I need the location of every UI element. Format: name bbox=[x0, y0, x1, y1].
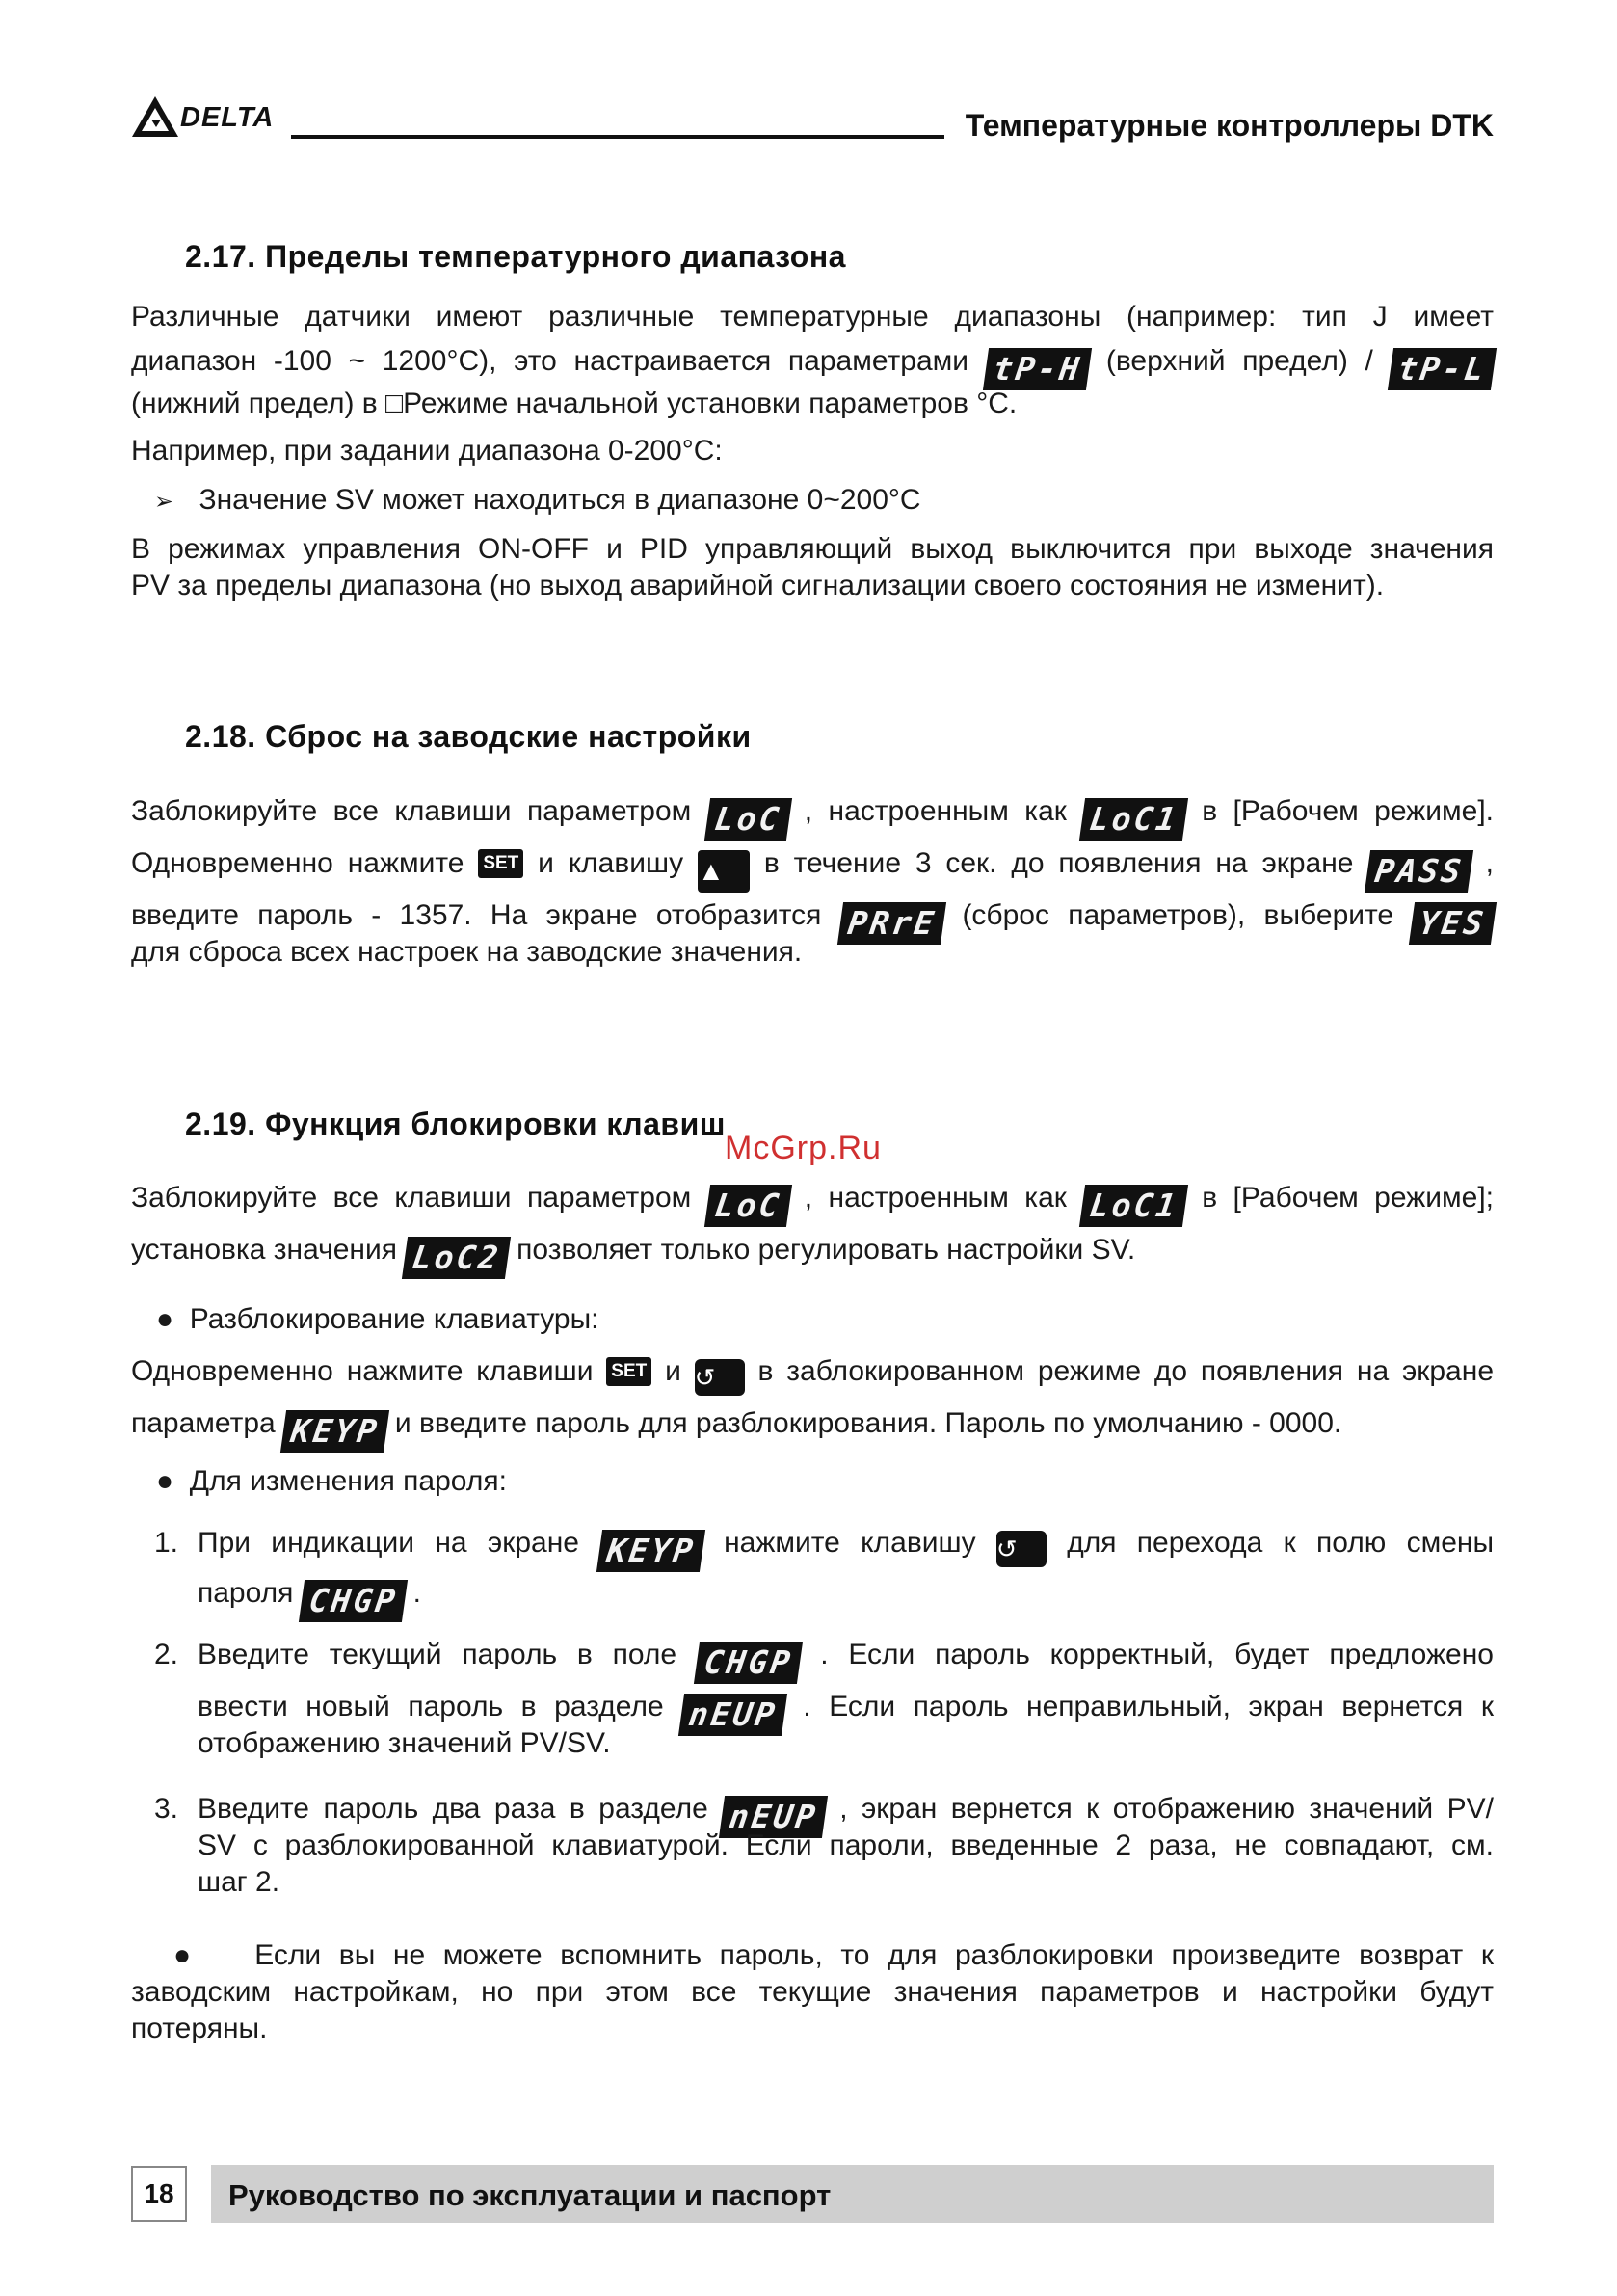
s218-line4: для сброса всех настроек на заводские значения. bbox=[131, 936, 803, 968]
list-item-2-line1 bbox=[198, 1637, 1494, 1684]
lcd-yes: YES bbox=[1409, 902, 1497, 945]
section-2-18-heading: 2.18. Сброс на заводские настройки bbox=[185, 719, 752, 754]
lcd-keyp: KEYP bbox=[596, 1530, 706, 1572]
list-item-3-line2: SV с разблокированной клавиатурой. Если пароли, введенные 2 раза, не совпадают, см. bbox=[198, 1829, 1494, 1861]
lcd-tp-l: tP-L bbox=[1387, 348, 1497, 390]
s217-para1-line1: Различные датчики имеют различные температурные диапазоны (например: тип J имеет bbox=[131, 301, 1494, 333]
s219-text: и bbox=[665, 1355, 695, 1387]
list-item-3-line3: шаг 2. bbox=[198, 1866, 280, 1898]
s218-text: , настроенным как bbox=[804, 795, 1083, 827]
s218-text: , bbox=[1485, 847, 1495, 879]
up-key-icon: ▲ bbox=[698, 850, 750, 893]
s218-text: (сброс параметров), выберите bbox=[962, 899, 1413, 931]
delta-triangle-icon bbox=[130, 94, 180, 139]
s219-text: . Если пароль корректный, будет предложено bbox=[820, 1639, 1494, 1670]
watermark: McGrp.Ru bbox=[725, 1130, 882, 1166]
s219-text: пароля bbox=[198, 1577, 302, 1609]
s217-bullet-text: Значение SV может находиться в диапазоне 0~200°С bbox=[199, 484, 921, 516]
s217-text: (верхний предел) / bbox=[1105, 345, 1391, 377]
bullet-dot-icon: ● bbox=[156, 1303, 174, 1335]
s218-text: в течение 3 сек. до появления на экране bbox=[763, 847, 1368, 879]
s219-text: позволяет только регулировать настройки SV. bbox=[517, 1234, 1136, 1266]
lcd-prte: PRrE bbox=[837, 902, 947, 945]
s217-bullet bbox=[154, 482, 1517, 521]
bullet-dot-icon: ● bbox=[156, 1465, 174, 1497]
section-2-17-heading: 2.17. Пределы температурного диапазона bbox=[185, 239, 846, 274]
list-item-1-line2 bbox=[198, 1575, 1494, 1622]
s219-text: . Если пароль неправильный, экран вернется к bbox=[803, 1691, 1494, 1722]
lcd-loc: LoC bbox=[704, 798, 792, 841]
return-key-icon: ↺ bbox=[695, 1359, 745, 1396]
s219-text: установка значения bbox=[131, 1234, 406, 1266]
s219-line4 bbox=[131, 1405, 1494, 1453]
header-title: Температурные контроллеры DTK bbox=[965, 108, 1494, 143]
list-num-3: 3. bbox=[154, 1793, 179, 1825]
lcd-loc: LoC bbox=[704, 1185, 792, 1227]
lcd-chgp: CHGP bbox=[694, 1642, 804, 1684]
page-number: 18 bbox=[131, 2166, 187, 2222]
s218-line2 bbox=[131, 845, 1494, 893]
s219-bullet2-text: Для изменения пароля: bbox=[189, 1465, 507, 1497]
s218-text: введите пароль - 1357. На экране отобразится bbox=[131, 899, 840, 931]
s219-text: . bbox=[412, 1577, 421, 1609]
lcd-loc2: LoC2 bbox=[402, 1237, 512, 1279]
s218-text: в [Рабочем режиме]. bbox=[1202, 795, 1494, 827]
s219-line1 bbox=[131, 1180, 1494, 1227]
s219-text: в [Рабочем режиме]; bbox=[1202, 1182, 1494, 1214]
s219-bullet1-text: Разблокирование клавиатуры: bbox=[189, 1303, 599, 1335]
lcd-loc1: LoC1 bbox=[1079, 1185, 1189, 1227]
s219-text: параметра bbox=[131, 1407, 284, 1439]
s217-para3-line2: PV за пределы диапазона (но выход аварийной сигнализации своего состояния не изменит). bbox=[131, 570, 1385, 601]
s219-last-bullet-line2: заводским настройкам, но при этом все текущие значения параметров и настройки будут bbox=[131, 1976, 1494, 2008]
lcd-keyp: KEYP bbox=[280, 1410, 390, 1453]
s219-text: для перехода к полю смены bbox=[1067, 1527, 1495, 1559]
list-item-1-line1 bbox=[198, 1525, 1494, 1572]
section-2-19-heading: 2.19. Функция блокировки клавиш bbox=[185, 1107, 726, 1141]
s219-last-bullet-line3: потеряны. bbox=[131, 2013, 268, 2044]
s219-text: При индикации на экране bbox=[198, 1527, 600, 1559]
lcd-neup: nEUP bbox=[678, 1694, 788, 1736]
s219-text: Если вы не можете вспомнить пароль, то для разблокировки произведите возврат к bbox=[254, 1939, 1494, 1971]
list-num-1: 1. bbox=[154, 1527, 179, 1559]
s219-text: , настроенным как bbox=[804, 1182, 1083, 1214]
bullet-dot-icon: ● bbox=[173, 1939, 201, 1971]
header-rule bbox=[291, 135, 944, 139]
return-key-icon: ↺ bbox=[996, 1531, 1047, 1567]
lcd-neup: nEUP bbox=[719, 1796, 829, 1838]
s219-bullet2 bbox=[156, 1463, 1519, 1500]
s217-para1-line2 bbox=[131, 343, 1494, 390]
arrow-bullet-icon: ➢ bbox=[154, 489, 174, 515]
s217-text: диапазон -100 ~ 1200°C), это настраивается параметрами bbox=[131, 345, 986, 377]
s218-text: Одновременно нажмите bbox=[131, 847, 479, 879]
s219-text: ввести новый пароль в разделе bbox=[198, 1691, 682, 1722]
delta-logo-text: DELTA bbox=[180, 102, 275, 133]
set-key-icon: SET bbox=[606, 1357, 651, 1386]
lcd-chgp: CHGP bbox=[299, 1580, 409, 1622]
set-key-icon: SET bbox=[478, 849, 523, 878]
lcd-loc1: LoC1 bbox=[1079, 798, 1189, 841]
delta-logo bbox=[130, 93, 275, 141]
s217-para2: Например, при задании диапазона 0-200°С: bbox=[131, 435, 723, 467]
s219-last-bullet-line1 bbox=[131, 1937, 1494, 1974]
list-num-2: 2. bbox=[154, 1639, 179, 1670]
s219-text: нажмите клавишу bbox=[724, 1527, 996, 1559]
s219-bullet1 bbox=[156, 1301, 1519, 1338]
s217-para3-line1: В режимах управления ON-OFF и PID управляющий выход выключится при выходе значения bbox=[131, 533, 1494, 565]
s219-text: Введите текущий пароль в поле bbox=[198, 1639, 697, 1670]
footer-title: Руководство по эксплуатации и паспорт bbox=[228, 2178, 832, 2212]
list-item-2-line3: отображению значений PV/SV. bbox=[198, 1727, 611, 1759]
s218-line1 bbox=[131, 793, 1494, 841]
s218-text: и клавишу bbox=[538, 847, 698, 879]
s219-text: Заблокируйте все клавиши параметром bbox=[131, 1182, 707, 1214]
s219-text: Введите пароль два раза в разделе bbox=[198, 1793, 723, 1825]
s219-text: , экран вернется к отображению значений PV/ bbox=[839, 1793, 1494, 1825]
s218-text: Заблокируйте все клавиши параметром bbox=[131, 795, 707, 827]
s219-text: и введите пароль для разблокирования. Пароль по умолчанию - 0000. bbox=[394, 1407, 1342, 1439]
s219-text: Одновременно нажмите клавиши bbox=[131, 1355, 607, 1387]
lcd-pass: PASS bbox=[1365, 850, 1474, 893]
lcd-tp-h: tP-H bbox=[983, 348, 1093, 390]
s217-para1-line3: (нижний предел) в □Режиме начальной установки параметров °С. bbox=[131, 387, 1018, 419]
s219-line3 bbox=[131, 1353, 1494, 1396]
s219-line2 bbox=[131, 1232, 1494, 1279]
s219-text: в заблокированном режиме до появления на экране bbox=[757, 1355, 1494, 1387]
